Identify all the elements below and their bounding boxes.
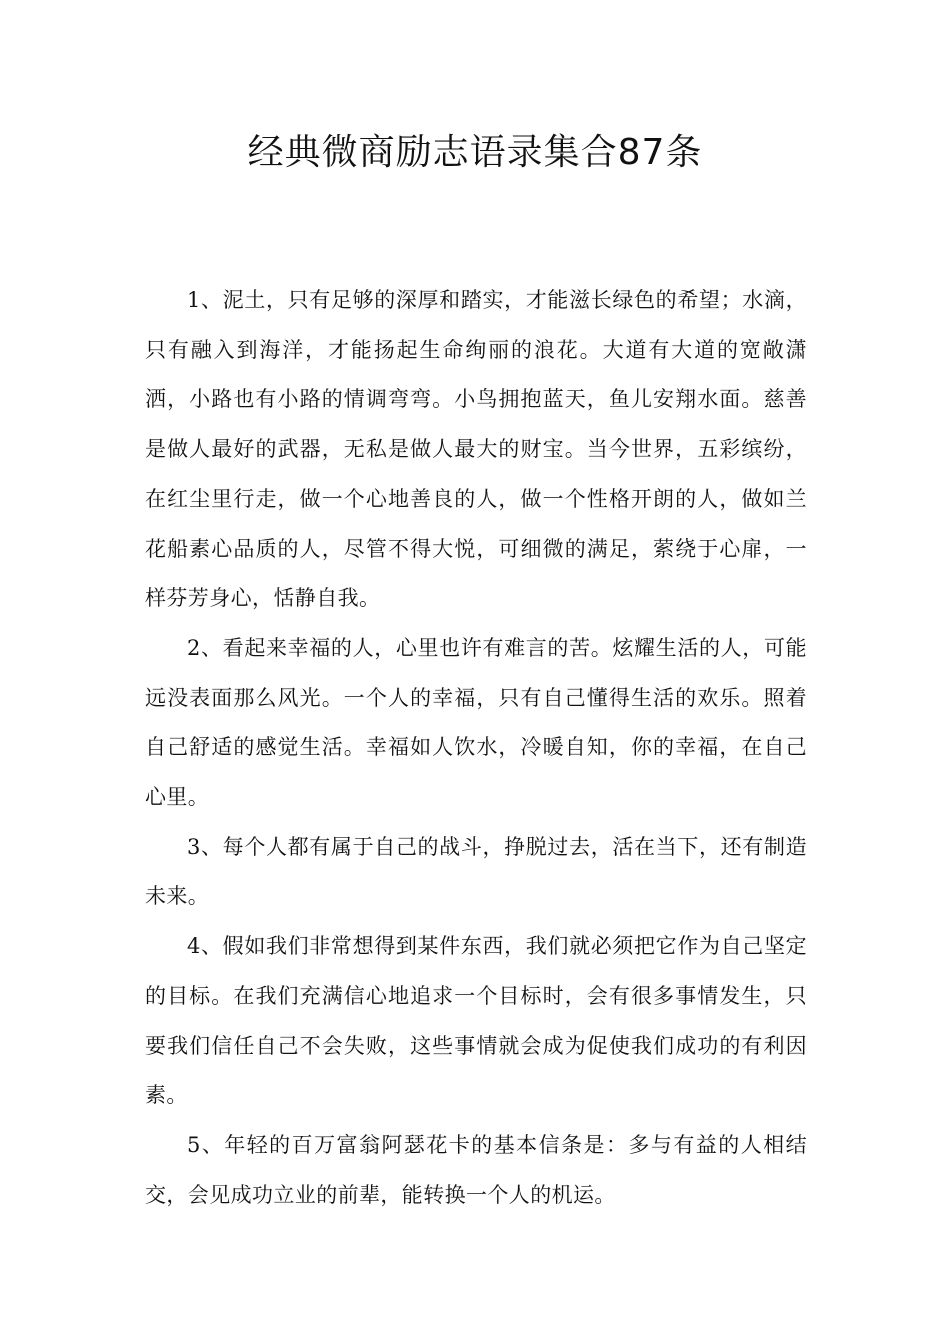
paragraph-1: 1、泥土，只有足够的深厚和踏实，才能滋长绿色的希望；水滴，只有融入到海洋，才能扬起生命绚丽的浪花。大道有大道的宽敞潇洒，小路也有小路的情调弯弯。小鸟拥抱蓝天，鱼儿安翔水面。慈善是做人最好的武器，无私是做人最大的财宝。当今世界，五彩缤纷，在红尘里行走，做一个心地善良的人，做一个性格开朗的人，做如兰花船素心品质的人，尽管不得大悦，可细微的满足，萦绕于心扉，一样芬芳身心，恬静自我。 bbox=[145, 288, 807, 611]
paragraph-4: 4、假如我们非常想得到某件东西，我们就必须把它作为自己坚定的目标。在我们充满信心地追求一个目标时，会有很多事情发生，只要我们信任自己不会失败，这些事情就会成为促使我们成功的有利因素。 bbox=[145, 934, 807, 1108]
document-title: 经典微商励志语录集合87条 bbox=[247, 132, 703, 173]
document-body bbox=[145, 276, 807, 1220]
paragraph-2: 2、看起来幸福的人，心里也许有难言的苦。炫耀生活的人，可能远没表面那么风光。一个人的幸福，只有自己懂得生活的欢乐。照着自己舒适的感觉生活。幸福如人饮水，冷暖自知，你的幸福，在自己心里。 bbox=[145, 635, 807, 810]
paragraph-5: 5、年轻的百万富翁阿瑟花卡的基本信条是：多与有益的人相结交，会见成功立业的前辈，能转换一个人的机运。 bbox=[145, 1132, 807, 1207]
paragraph-3: 3、每个人都有属于自己的战斗，挣脱过去，活在当下，还有制造未来。 bbox=[145, 834, 807, 909]
